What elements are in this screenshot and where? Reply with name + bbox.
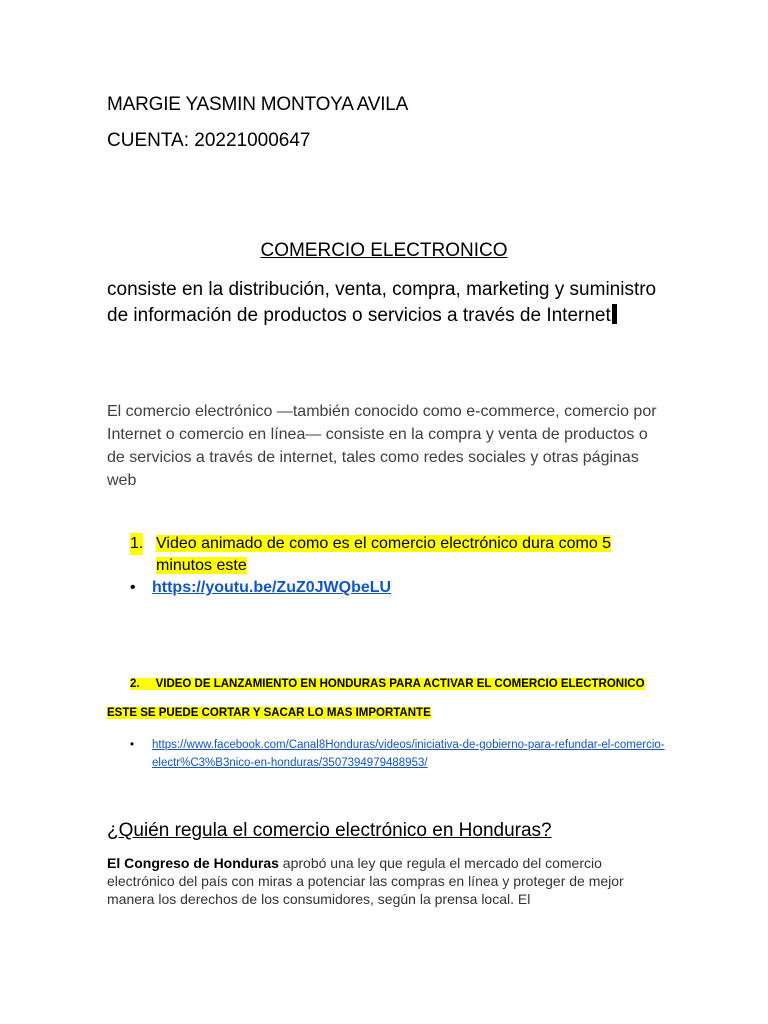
account-number: CUENTA: 20221000647 <box>107 130 311 151</box>
list-number-1: 1. <box>130 533 143 555</box>
bullet-item-facebook <box>130 736 670 772</box>
list-item-2-continuation <box>107 707 431 719</box>
list-item-1 <box>130 533 670 577</box>
section-heading <box>107 820 552 842</box>
youtube-link[interactable]: https://youtu.be/ZuZ0JWQbeLU <box>152 579 392 596</box>
author-name: MARGIE YASMIN MONTOYA AVILA <box>107 94 409 115</box>
definition-paragraph <box>107 277 667 329</box>
section-heading-text: ¿Quién regula el comercio electrónico en Honduras? <box>107 820 552 841</box>
list-item-2-text-line2: ESTE SE PUEDE CORTAR Y SACAR LO MAS IMPORTANTE <box>107 707 431 719</box>
text-cursor <box>612 304 617 324</box>
document-title <box>0 240 768 262</box>
facebook-link[interactable]: https://www.facebook.com/Canal8Honduras/videos/iniciativa-de-gobierno-para-refundar-el-comercio-electr%C3%B3nico-en-honduras/3507394979488953/ <box>152 739 665 769</box>
section-body-bold: El Congreso de Honduras <box>107 855 279 871</box>
document-title-text: COMERCIO ELECTRONICO <box>260 240 508 261</box>
section-body <box>107 854 667 908</box>
list-item-1-text: Video animado de como es el comercio electrónico dura como 5 minutos este <box>156 535 612 574</box>
definition-text: consiste en la distribución, venta, compra, marketing y suministro de información de productos o servicios a través de Internet <box>107 279 657 326</box>
list-number-2: 2. <box>130 678 140 690</box>
list-item-2 <box>130 678 645 690</box>
bullet-icon: • <box>130 739 135 751</box>
list-item-2-text-line1: VIDEO DE LANZAMIENTO EN HONDURAS PARA ACTIVAR EL COMERCIO ELECTRONICO <box>155 678 645 690</box>
bullet-item-youtube <box>130 579 391 597</box>
section-body-text: aprobó una ley que regula el mercado del comercio electrónico del país con miras a potenciar las compras en línea y proteger de mejor manera los derechos de los consumidores, según la prensa local. El <box>107 855 624 907</box>
description-paragraph: El comercio electrónico —también conocido como e-commerce, comercio por Internet o comercio en línea— consiste en la compra y venta de productos o de servicios a través de internet, tales como redes sociales y otras páginas web <box>107 403 657 489</box>
bullet-icon: • <box>130 579 136 596</box>
